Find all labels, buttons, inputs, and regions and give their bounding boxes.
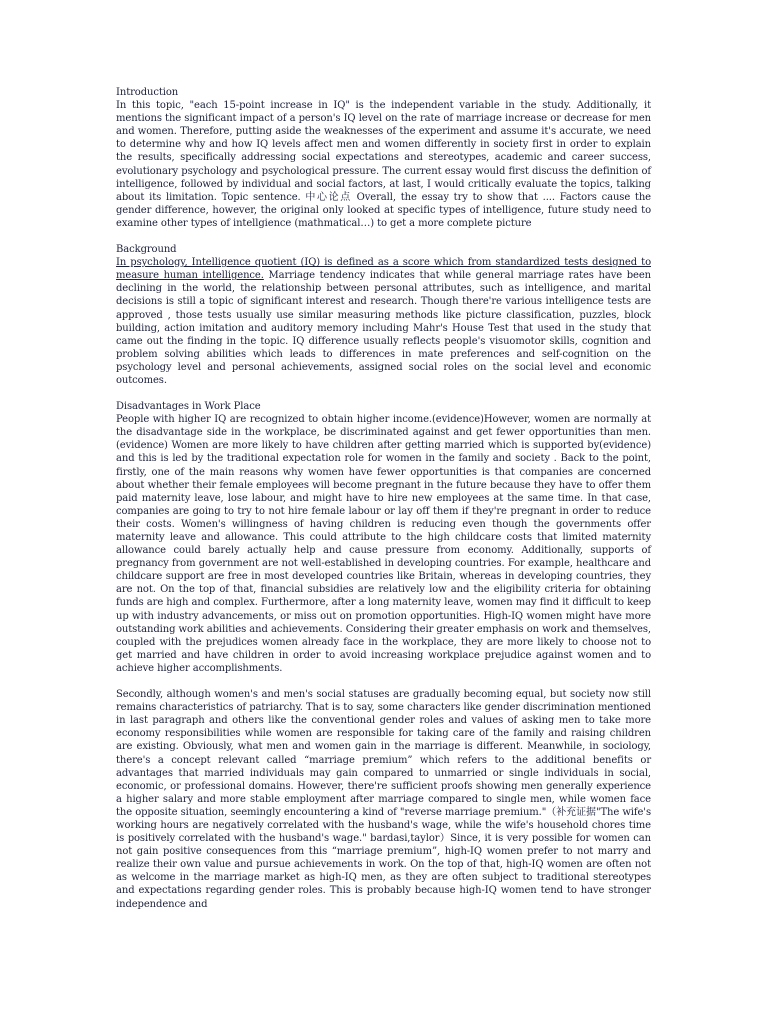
- workplace-paragraph: People with higher IQ are recognized to obtain higher income.(evidence)However, women are normally at the disadvantage side in the workplace, be discriminated against and get fewer opportunities than men.(evidence) Women are more likely to have children after getting married which is supported by(evidence) and this is led by the traditional expectation role for women in the family and society . Back to the point, firstly, one of the main reasons why women have fewer opportunities is that companies are concerned about whether their female employees will become pregnant in the future because they have to offer them paid maternity leave, lose labour, and might have to hire new employees at the same time. In that case, companies are going to try to not hire female labour or lay off them if they're pregnant in order to reduce their costs. Women's willingness of having children is reducing even though the governments offer maternity leave and allowance. This could attribute to the high childcare costs that limited maternity allowance could barely actually help and cause pressure from economy. Additionally, supports of pregnancy from government are not well-established in developing countries. For example, healthcare and childcare support are free in most developed countries like Britain, whereas in developing countries, they are not. On the top of that, financial subsidies are relatively low and the eligibility criteria for obtaining funds are high and complex. Furthermore, after a long maternity leave, women may find it difficult to keep up with industry advancements, or miss out on promotion opportunities. High-IQ women might have more outstanding work abilities and achievements. Considering their greater emphasis on work and themselves, coupled with the prejudices women already face in the workplace, they are more likely to choose not to get married and have children in order to avoid increasing workplace prejudice against women and to achieve higher accomplishments.: [116, 414, 651, 674]
- paragraph-gap: [116, 387, 651, 400]
- section-heading-background: Background: [116, 244, 177, 256]
- section-heading-workplace: Disadvantages in Work Place: [116, 401, 261, 413]
- background-text: Marriage tendency indicates that while general marriage rates have been declining in the world, the relationship between personal attributes, such as intelligence, and marital decisions is still a topic of significant interest and research. Though there're various intelligence tests are approved , those tests usually use similar measuring methods like picture classification, puzzles, block building, action imitation and auditory memory including Mahr's House Test that used in the study that came out the finding in the topic. IQ difference usually reflects people's visuomotor skills, cognition and problem solving abilities which leads to differences in mate preferences and self-cognition on the psychology level and personal achievements, assigned social roles on the social level and economic outcomes.: [116, 270, 651, 386]
- paragraph-gap: [116, 230, 651, 243]
- patriarchy-paragraph: Secondly, although women's and men's social statuses are gradually becoming equal, but society now still remains characteristics of patriarchy. That is to say, some characters like gender discrimination mentioned in last paragraph and others like the conventional gender roles and values of asking men to take more economy responsibilities while women are responsible for taking care of the family and raising children are existing. Obviously, what men and women gain in the marriage is different. Meanwhile, in sociology, there's a concept relevant called “marriage premium” which refers to the additional benefits or advantages that married individuals may gain compared to unmarried or single individuals in social, economic, or professional domains. However, there're sufficient proofs showing men generally experience a higher salary and more stable employment after marriage compared to single men, while women face the opposite situation, seemingly encountering a kind of "reverse marriage premium."（补充证据"The wife's working hours are negatively correlated with the husband's wage, while the wife's household chores time is positively correlated with the husband's wage." bardasi,taylor）Since, it is very possible for women can not gain positive consequences from this “marriage premium”, high-IQ women prefer to not marry and realize their own value and pursue achievements in work. On the top of that, high-IQ women are often not as welcome in the marriage market as high-IQ men, as they are often subject to traditional stereotypes and expectations regarding gender roles. This is probably because high-IQ women tend to have stronger independence and: [116, 689, 651, 910]
- paragraph-gap: [116, 675, 651, 688]
- section-heading-introduction: Introduction: [116, 87, 179, 98]
- introduction-paragraph: In this topic, "each 15-point increase in IQ" is the independent variable in the study. Additionally, it mentions the significant impact of a person's IQ level on the rate of marriage increase or decrease for men and women. Therefore, putting aside the weaknesses of the experiment and assume it's accurate, we need to determine why and how IQ levels affect men and women differently in society first in order to explain the results, specifically addressing social expectations and stereotypes, academic and career success, evolutionary psychology and psychological pressure. The current essay would first discuss the definition of intelligence, followed by individual and social factors, at last, I would critically evaluate the topics, talking about its limitation. Topic sentence. 中心论点 Overall, the essay try to show that .... Factors cause the gender difference, however, the original only looked at specific types of intelligence, future study need to examine other types of intellgience (mathmatical…) to get a more complete picture: [116, 100, 651, 229]
- document-page: [116, 86, 651, 911]
- iq-definition-underlined: In psychology, Intelligence quotient (IQ) is defined as a score which from standardized tests designed to measure human intelligence.: [116, 257, 651, 282]
- background-paragraph: [116, 256, 651, 387]
